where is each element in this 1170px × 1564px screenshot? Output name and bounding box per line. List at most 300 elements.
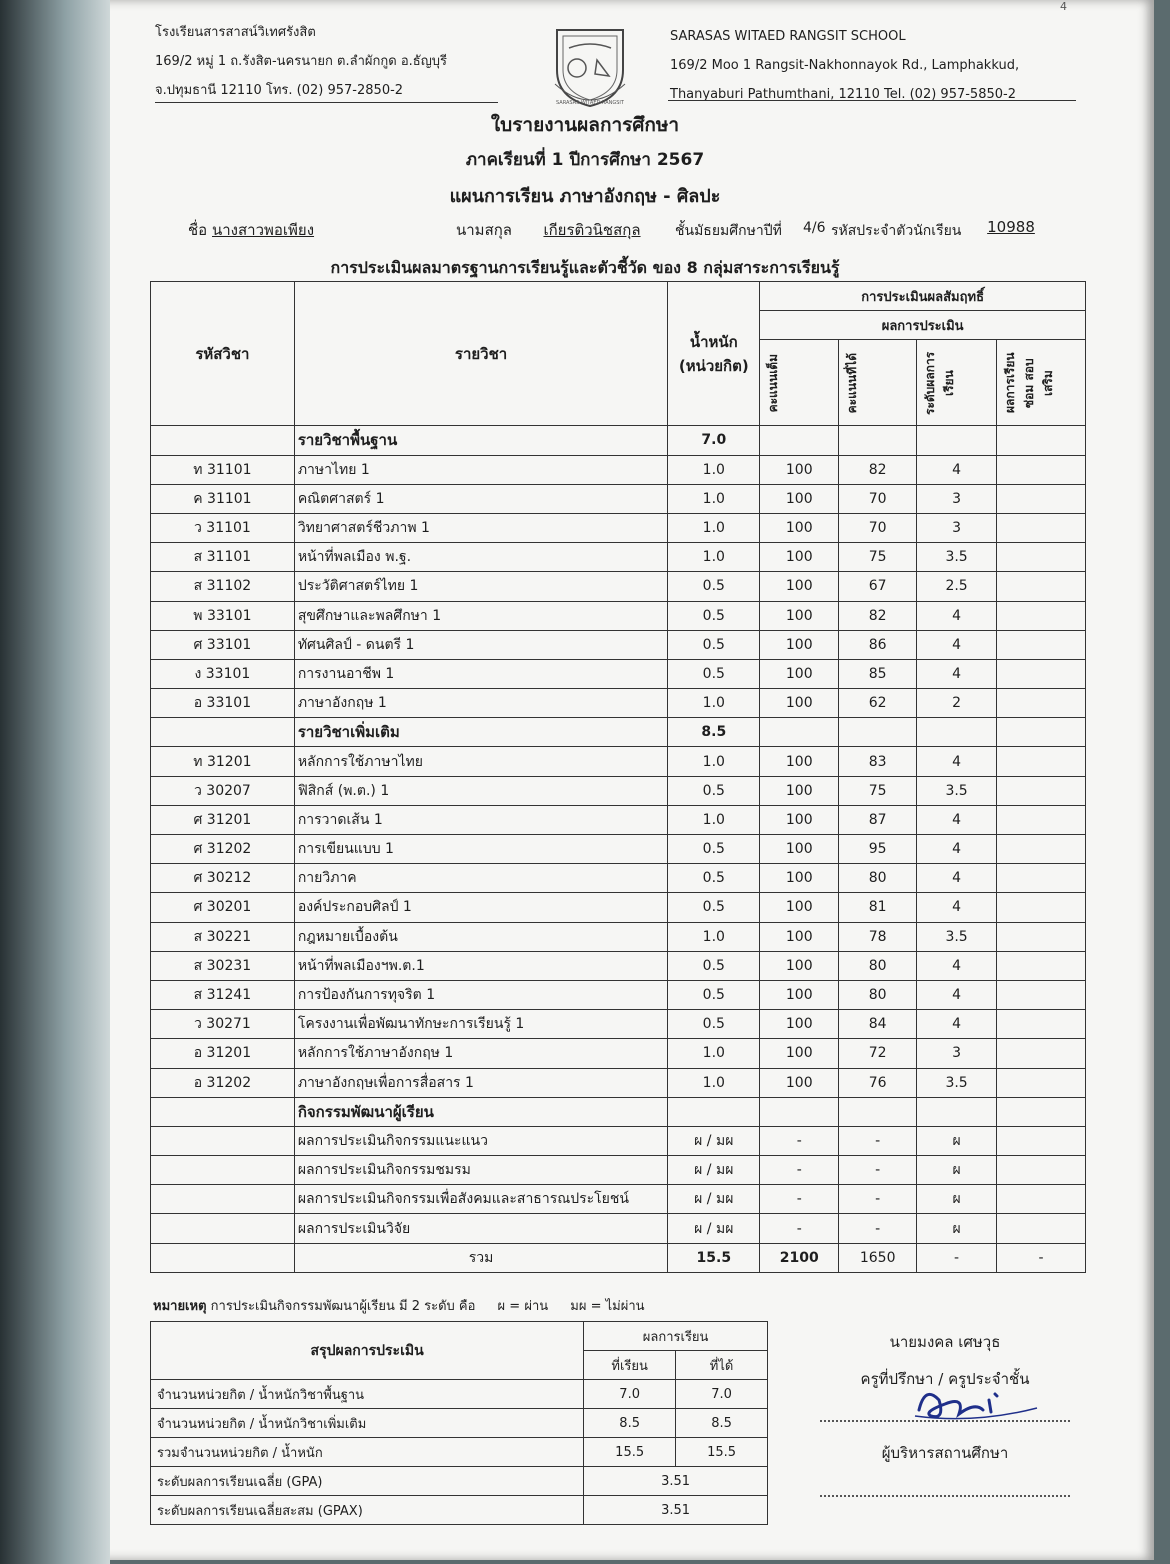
row-grade: 3.5 <box>917 1068 997 1097</box>
row-full-score: 100 <box>760 601 839 630</box>
row-full-score: - <box>760 1214 839 1243</box>
row-remedial <box>997 718 1086 747</box>
row-subject: กิจกรรมพัฒนาผู้เรียน <box>294 1097 668 1126</box>
row-subject: ผลการประเมินวิจัย <box>294 1214 668 1243</box>
row-full-score: - <box>760 1156 839 1185</box>
summary-table <box>150 1321 768 1525</box>
school-address-english-2: Thanyaburi Pathumthani, 12110 Tel. (02) 957-5850-2 <box>670 87 1016 102</box>
summary-title: สรุปผลการประเมิน <box>151 1322 584 1380</box>
row-weight: ผ / มผ <box>668 1126 760 1155</box>
row-full-score: 100 <box>760 1068 839 1097</box>
total-label: รวม <box>294 1243 668 1272</box>
summary-row-studied: 7.0 <box>584 1380 676 1409</box>
table-row <box>151 805 1086 834</box>
row-remedial <box>997 455 1086 484</box>
row-remedial <box>997 1039 1086 1068</box>
weight-header-line1: น้ำหนัก <box>689 332 738 351</box>
table-row <box>151 980 1086 1009</box>
row-grade: 4 <box>917 864 997 893</box>
teacher-signature-line <box>820 1420 1070 1422</box>
row-full-score: 100 <box>760 980 839 1009</box>
row-subject: กายวิภาค <box>294 864 668 893</box>
row-full-score: - <box>760 1185 839 1214</box>
code-header: รหัสวิชา <box>151 282 295 426</box>
row-subject: หลักการใช้ภาษาไทย <box>294 747 668 776</box>
row-full-score: 100 <box>760 455 839 484</box>
row-grade: 2.5 <box>917 572 997 601</box>
table-row <box>151 1185 1086 1214</box>
row-earned-score: - <box>839 1185 917 1214</box>
row-earned-score: 70 <box>839 513 917 542</box>
row-remedial <box>997 951 1086 980</box>
row-weight: 0.5 <box>668 601 760 630</box>
row-remedial <box>997 1156 1086 1185</box>
row-full-score: 100 <box>760 543 839 572</box>
table-row <box>151 659 1086 688</box>
row-remedial <box>997 601 1086 630</box>
table-row <box>151 455 1086 484</box>
row-remedial <box>997 689 1086 718</box>
table-row <box>151 1214 1086 1243</box>
row-earned-score: 82 <box>839 455 917 484</box>
table-row <box>151 543 1086 572</box>
row-grade: 4 <box>917 835 997 864</box>
row-earned-score: 80 <box>839 980 917 1009</box>
row-weight: 0.5 <box>668 864 760 893</box>
table-row <box>151 747 1086 776</box>
teacher-role: ครูที่ปรึกษา / ครูประจำชั้น <box>860 1370 1030 1388</box>
row-subject: องค์ประกอบศิลป์ 1 <box>294 893 668 922</box>
section-row <box>151 1097 1086 1126</box>
table-row <box>151 835 1086 864</box>
row-earned-score: 82 <box>839 601 917 630</box>
row-weight: 1.0 <box>668 484 760 513</box>
section-row <box>151 718 1086 747</box>
row-earned-score: - <box>839 1156 917 1185</box>
summary-earned-header: ที่ได้ <box>676 1351 768 1380</box>
row-remedial <box>997 1126 1086 1155</box>
row-earned-score: 85 <box>839 659 917 688</box>
total-remedial: - <box>997 1243 1086 1272</box>
row-weight: 1.0 <box>668 922 760 951</box>
total-full: 2100 <box>760 1243 839 1272</box>
row-full-score: 100 <box>760 630 839 659</box>
row-full-score: 100 <box>760 659 839 688</box>
row-remedial <box>997 893 1086 922</box>
row-subject: ฟิสิกส์ (พ.ต.) 1 <box>294 776 668 805</box>
weight-header <box>668 282 760 426</box>
row-weight: 0.5 <box>668 572 760 601</box>
row-subject: สุขศึกษาและพลศึกษา 1 <box>294 601 668 630</box>
row-earned-score: 75 <box>839 543 917 572</box>
row-weight: 7.0 <box>668 426 760 455</box>
row-weight: 0.5 <box>668 980 760 1009</box>
row-full-score: 100 <box>760 805 839 834</box>
row-code: ท 31101 <box>151 455 295 484</box>
row-remedial <box>997 776 1086 805</box>
note-pass: ผ = ผ่าน <box>497 1299 549 1314</box>
row-subject: วิทยาศาสตร์ชีวภาพ 1 <box>294 513 668 542</box>
summary-row-studied: 8.5 <box>584 1409 676 1438</box>
row-code: อ 33101 <box>151 689 295 718</box>
row-full-score: 100 <box>760 951 839 980</box>
row-grade: ผ <box>917 1156 997 1185</box>
summary-row-label: รวมจำนวนหน่วยกิต / น้ำหนัก <box>151 1438 584 1467</box>
section-row <box>151 426 1086 455</box>
row-earned-score: 95 <box>839 835 917 864</box>
row-code <box>151 718 295 747</box>
row-subject: หน้าที่พลเมืองฯพ.ต.1 <box>294 951 668 980</box>
director-signature-line <box>820 1495 1070 1497</box>
row-earned-score <box>839 426 917 455</box>
row-grade: 3 <box>917 484 997 513</box>
row-grade: 3.5 <box>917 776 997 805</box>
row-code: ศ 30212 <box>151 864 295 893</box>
row-weight: 0.5 <box>668 630 760 659</box>
row-earned-score <box>839 1097 917 1126</box>
row-code: ส 31102 <box>151 572 295 601</box>
school-address-english-1: 169/2 Moo 1 Rangsit-Nakhonnayok Rd., Lamphakkud, <box>670 58 1020 73</box>
row-earned-score: 67 <box>839 572 917 601</box>
row-full-score: 100 <box>760 689 839 718</box>
row-remedial <box>997 922 1086 951</box>
row-remedial <box>997 1010 1086 1039</box>
row-grade: 3 <box>917 513 997 542</box>
row-weight: 0.5 <box>668 835 760 864</box>
row-code: ศ 30201 <box>151 893 295 922</box>
row-grade <box>917 426 997 455</box>
row-earned-score: 70 <box>839 484 917 513</box>
total-weight: 15.5 <box>668 1243 760 1272</box>
class-label: ชั้นมัธยมศึกษาปีที่ <box>675 223 782 239</box>
total-got: 1650 <box>839 1243 917 1272</box>
table-row <box>151 951 1086 980</box>
row-weight: 1.0 <box>668 747 760 776</box>
row-code <box>151 426 295 455</box>
row-full-score <box>760 718 839 747</box>
row-full-score: 100 <box>760 1039 839 1068</box>
achievement-header: การประเมินผลสัมฤทธิ์ <box>760 282 1086 311</box>
student-id-label: รหัสประจำตัวนักเรียน <box>831 223 962 239</box>
row-weight: 0.5 <box>668 893 760 922</box>
note-fail: มผ = ไม่ผ่าน <box>570 1299 645 1314</box>
total-grade: - <box>917 1243 997 1272</box>
row-grade: 3.5 <box>917 543 997 572</box>
row-weight: 1.0 <box>668 689 760 718</box>
earned-score-header: คะแนนที่ได้ <box>839 340 917 426</box>
row-subject: ผลการประเมินกิจกรรมชมรม <box>294 1156 668 1185</box>
table-row <box>151 689 1086 718</box>
grade-level-header: ระดับผลการเรียน <box>917 340 997 426</box>
row-earned-score: 72 <box>839 1039 917 1068</box>
header-rule-left <box>155 102 498 103</box>
summary-row <box>151 1438 768 1467</box>
note-label: หมายเหตุ <box>153 1299 207 1314</box>
row-code: ว 30271 <box>151 1010 295 1039</box>
row-code <box>151 1185 295 1214</box>
row-remedial <box>997 543 1086 572</box>
row-remedial <box>997 805 1086 834</box>
row-remedial <box>997 980 1086 1009</box>
row-grade: 3.5 <box>917 922 997 951</box>
student-surname: เกียรติวนิชสกุล <box>543 221 641 239</box>
row-grade: 4 <box>917 659 997 688</box>
row-remedial <box>997 835 1086 864</box>
full-score-header: คะแนนเต็ม <box>760 340 839 426</box>
footnote <box>153 1295 645 1316</box>
row-subject: ภาษาไทย 1 <box>294 455 668 484</box>
logo-text: SARASAS WITAED RANGSIT <box>556 100 624 106</box>
row-earned-score: 80 <box>839 951 917 980</box>
student-class: 4/6 <box>803 220 826 236</box>
row-weight: 0.5 <box>668 951 760 980</box>
row-full-score <box>760 426 839 455</box>
row-code: อ 31202 <box>151 1068 295 1097</box>
row-weight <box>668 1097 760 1126</box>
row-code <box>151 1214 295 1243</box>
row-full-score: 100 <box>760 835 839 864</box>
summary-result-header: ผลการเรียน <box>584 1322 768 1351</box>
row-earned-score: 62 <box>839 689 917 718</box>
row-subject: ภาษาอังกฤษเพื่อการสื่อสาร 1 <box>294 1068 668 1097</box>
row-subject: รายวิชาพื้นฐาน <box>294 426 668 455</box>
row-code <box>151 1126 295 1155</box>
row-full-score: 100 <box>760 864 839 893</box>
row-remedial <box>997 747 1086 776</box>
school-header-english <box>670 22 1080 109</box>
row-grade <box>917 718 997 747</box>
row-full-score: 100 <box>760 513 839 542</box>
row-subject: รายวิชาเพิ่มเติม <box>294 718 668 747</box>
row-grade: ผ <box>917 1126 997 1155</box>
grades-table <box>150 281 1086 1273</box>
study-plan-title: แผนการเรียน ภาษาอังกฤษ - ศิลปะ <box>449 186 721 207</box>
row-subject: โครงงานเพื่อพัฒนาทักษะการเรียนรู้ 1 <box>294 1010 668 1039</box>
row-weight: 0.5 <box>668 659 760 688</box>
row-earned-score: 76 <box>839 1068 917 1097</box>
surname-label: นามสกุล <box>456 221 512 239</box>
row-weight: 1.0 <box>668 543 760 572</box>
director-role: ผู้บริหารสถานศึกษา <box>881 1444 1009 1462</box>
table-row <box>151 1126 1086 1155</box>
row-earned-score: 78 <box>839 922 917 951</box>
row-code: ท 31201 <box>151 747 295 776</box>
row-remedial <box>997 659 1086 688</box>
row-code: ค 31101 <box>151 484 295 513</box>
note-text: การประเมินกิจกรรมพัฒนาผู้เรียน มี 2 ระดับ คือ <box>210 1299 476 1314</box>
row-earned-score: - <box>839 1214 917 1243</box>
row-remedial <box>997 864 1086 893</box>
row-remedial <box>997 1214 1086 1243</box>
row-code: อ 31201 <box>151 1039 295 1068</box>
row-code: พ 33101 <box>151 601 295 630</box>
row-subject: การวาดเส้น 1 <box>294 805 668 834</box>
semester-title: ภาคเรียนที่ 1 ปีการศึกษา 2567 <box>465 150 705 170</box>
row-code: ว 31101 <box>151 513 295 542</box>
row-grade: 4 <box>917 601 997 630</box>
school-address-thai-2: จ.ปทุมธานี 12110 โทร. (02) 957-2850-2 <box>155 83 404 98</box>
row-grade: 3 <box>917 1039 997 1068</box>
header-rule-right <box>668 100 1076 101</box>
row-grade <box>917 1097 997 1126</box>
report-title: ใบรายงานผลการศึกษา <box>490 114 680 136</box>
page-number: 4 <box>1060 0 1067 13</box>
row-full-score: 100 <box>760 1010 839 1039</box>
table-row <box>151 1010 1086 1039</box>
school-name-thai: โรงเรียนสารสาสน์วิเทศรังสิต <box>155 25 316 40</box>
row-earned-score: 80 <box>839 864 917 893</box>
row-weight: 1.0 <box>668 455 760 484</box>
row-weight: 8.5 <box>668 718 760 747</box>
table-row <box>151 572 1086 601</box>
row-grade: 4 <box>917 893 997 922</box>
row-subject: ประวัติศาสตร์ไทย 1 <box>294 572 668 601</box>
row-remedial <box>997 1068 1086 1097</box>
table-row <box>151 893 1086 922</box>
row-remedial <box>997 513 1086 542</box>
remedial-header: ผลการเรียน ซ่อม สอบ เสริม <box>997 340 1086 426</box>
row-weight: 0.5 <box>668 1010 760 1039</box>
row-weight: ผ / มผ <box>668 1185 760 1214</box>
teacher-name: นายมงคล เศษวุธ <box>889 1333 1001 1351</box>
row-earned-score: 87 <box>839 805 917 834</box>
row-grade: 4 <box>917 951 997 980</box>
student-first-name: นางสาวพอเพียง <box>212 221 315 239</box>
row-code: ง 33101 <box>151 659 295 688</box>
row-weight: ผ / มผ <box>668 1214 760 1243</box>
row-earned-score: - <box>839 1126 917 1155</box>
row-subject: การเขียนแบบ 1 <box>294 835 668 864</box>
table-row <box>151 864 1086 893</box>
row-code: ศ 33101 <box>151 630 295 659</box>
row-full-score <box>760 1097 839 1126</box>
table-row <box>151 630 1086 659</box>
row-subject: ทัศนศิลป์ - ดนตรี 1 <box>294 630 668 659</box>
total-row <box>151 1243 1086 1272</box>
row-grade: 4 <box>917 455 997 484</box>
name-label: ชื่อ <box>188 221 208 239</box>
school-name-english: SARASAS WITAED RANGSIT SCHOOL <box>670 29 906 44</box>
row-full-score: 100 <box>760 922 839 951</box>
row-code: ว 30207 <box>151 776 295 805</box>
gpax-value: 3.51 <box>584 1496 768 1525</box>
row-code: ส 31101 <box>151 543 295 572</box>
student-id: 10988 <box>987 218 1035 236</box>
row-code: ส 31241 <box>151 980 295 1009</box>
row-code: ส 30221 <box>151 922 295 951</box>
row-subject: คณิตศาสตร์ 1 <box>294 484 668 513</box>
school-header-thai <box>155 18 500 105</box>
row-grade: 4 <box>917 805 997 834</box>
row-earned-score: 81 <box>839 893 917 922</box>
row-full-score: 100 <box>760 893 839 922</box>
row-full-score: 100 <box>760 572 839 601</box>
row-grade: 4 <box>917 1010 997 1039</box>
table-row <box>151 922 1086 951</box>
weight-header-line2: (หน่วยกิต) <box>678 356 749 375</box>
row-code: ศ 31202 <box>151 835 295 864</box>
subject-header: รายวิชา <box>294 282 668 426</box>
table-row <box>151 601 1086 630</box>
row-earned-score: 84 <box>839 1010 917 1039</box>
assessment-subtitle: การประเมินผลมาตรฐานการเรียนรู้และตัวชี้วัด ของ 8 กลุ่มสาระการเรียนรู้ <box>330 258 840 277</box>
row-remedial <box>997 1097 1086 1126</box>
table-row <box>151 1068 1086 1097</box>
row-weight: 1.0 <box>668 513 760 542</box>
row-subject: หลักการใช้ภาษาอังกฤษ 1 <box>294 1039 668 1068</box>
table-row <box>151 513 1086 542</box>
row-remedial <box>997 484 1086 513</box>
table-row <box>151 484 1086 513</box>
summary-row-label: จำนวนหน่วยกิต / น้ำหนักวิชาพื้นฐาน <box>151 1380 584 1409</box>
row-subject: การป้องกันการทุจริต 1 <box>294 980 668 1009</box>
row-earned-score <box>839 718 917 747</box>
row-weight: ผ / มผ <box>668 1156 760 1185</box>
school-address-thai-1: 169/2 หมู่ 1 ถ.รังสิต-นครนายก ต.ลำผักกูด อ.ธัญบุรี <box>155 54 448 69</box>
row-grade: 4 <box>917 980 997 1009</box>
row-weight: 1.0 <box>668 805 760 834</box>
row-remedial <box>997 1185 1086 1214</box>
gpa-value: 3.51 <box>584 1467 768 1496</box>
summary-row-earned: 15.5 <box>676 1438 768 1467</box>
row-full-score: 100 <box>760 484 839 513</box>
row-code: ส 30231 <box>151 951 295 980</box>
gpa-label: ระดับผลการเรียนเฉลี่ย (GPA) <box>151 1467 584 1496</box>
row-remedial <box>997 572 1086 601</box>
row-grade: 4 <box>917 747 997 776</box>
row-remedial <box>997 630 1086 659</box>
row-earned-score: 83 <box>839 747 917 776</box>
row-subject: กฎหมายเบื้องต้น <box>294 922 668 951</box>
row-code <box>151 1097 295 1126</box>
row-grade: 4 <box>917 630 997 659</box>
summary-row-label: จำนวนหน่วยกิต / น้ำหนักวิชาเพิ่มเติม <box>151 1409 584 1438</box>
table-row <box>151 1039 1086 1068</box>
summary-row-earned: 7.0 <box>676 1380 768 1409</box>
row-grade: ผ <box>917 1214 997 1243</box>
row-earned-score: 75 <box>839 776 917 805</box>
teacher-signature <box>905 1380 1045 1425</box>
summary-row-earned: 8.5 <box>676 1409 768 1438</box>
table-row <box>151 776 1086 805</box>
row-full-score: - <box>760 1126 839 1155</box>
school-crest-logo <box>545 20 635 108</box>
summary-row-studied: 15.5 <box>584 1438 676 1467</box>
row-subject: การงานอาชีพ 1 <box>294 659 668 688</box>
row-subject: ภาษาอังกฤษ 1 <box>294 689 668 718</box>
result-header: ผลการประเมิน <box>760 311 1086 340</box>
gpax-label: ระดับผลการเรียนเฉลี่ยสะสม (GPAX) <box>151 1496 584 1525</box>
row-subject: ผลการประเมินกิจกรรมแนะแนว <box>294 1126 668 1155</box>
row-full-score: 100 <box>760 776 839 805</box>
row-earned-score: 86 <box>839 630 917 659</box>
row-subject: หน้าที่พลเมือง พ.ฐ. <box>294 543 668 572</box>
row-subject: ผลการประเมินกิจกรรมเพื่อสังคมและสาธารณประโยชน์ <box>294 1185 668 1214</box>
row-code: ศ 31201 <box>151 805 295 834</box>
summary-row <box>151 1409 768 1438</box>
row-remedial <box>997 426 1086 455</box>
row-grade: ผ <box>917 1185 997 1214</box>
row-full-score: 100 <box>760 747 839 776</box>
summary-studied-header: ที่เรียน <box>584 1351 676 1380</box>
row-weight: 1.0 <box>668 1039 760 1068</box>
summary-row <box>151 1380 768 1409</box>
table-row <box>151 1156 1086 1185</box>
row-grade: 2 <box>917 689 997 718</box>
row-code <box>151 1156 295 1185</box>
row-weight: 1.0 <box>668 1068 760 1097</box>
row-weight: 0.5 <box>668 776 760 805</box>
